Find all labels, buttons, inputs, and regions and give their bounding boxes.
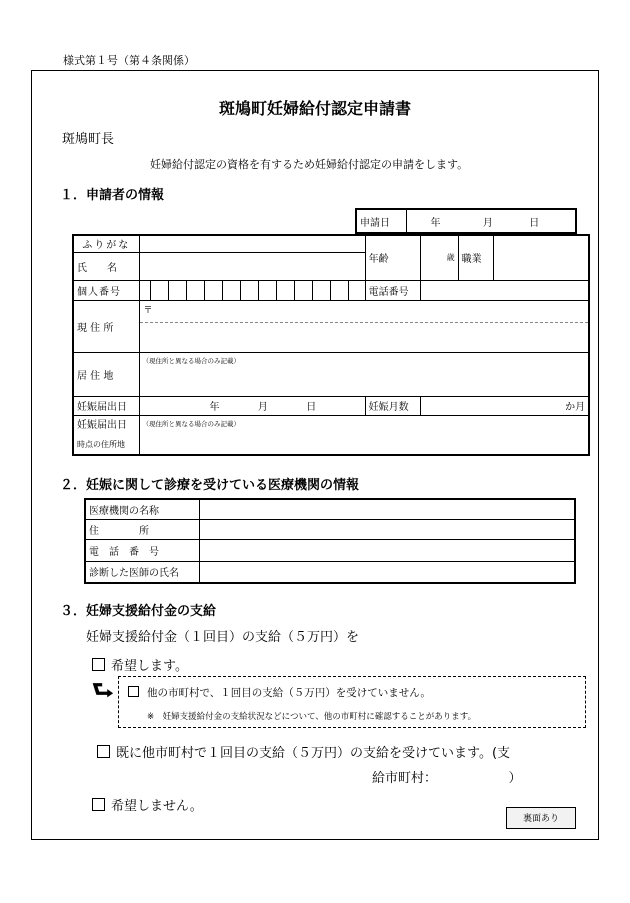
institution-phone-label: 電 話 番 号 xyxy=(85,539,199,561)
personal-number-digit[interactable] xyxy=(168,280,186,300)
option-no[interactable] xyxy=(92,795,203,814)
name-label: 氏 名 xyxy=(73,252,139,280)
pregnancy-months-field[interactable] xyxy=(420,396,589,415)
intro-text: 妊婦給付認定の資格を有するため妊婦給付認定の申請をします。 xyxy=(150,158,469,171)
furigana-field[interactable] xyxy=(139,235,365,252)
institution-address-field[interactable] xyxy=(199,519,575,539)
occupation-field[interactable] xyxy=(493,235,589,280)
residence-note: （現住所と異なる場合のみ記載） xyxy=(142,356,240,365)
reverse-side-badge: 裏面あり xyxy=(506,807,576,829)
benefit-lead: 妊婦支援給付金（１回目）の支給（５万円）を xyxy=(86,630,360,645)
personal-number-digit[interactable] xyxy=(276,280,294,300)
medical-institution-table xyxy=(84,498,576,584)
address-at-report-field[interactable] xyxy=(139,415,589,455)
wish-checkbox[interactable] xyxy=(92,658,105,671)
phone-label: 電話番号 xyxy=(365,280,420,300)
already-municipality[interactable]: 給市町村： ） xyxy=(372,771,522,786)
personal-number-digit[interactable] xyxy=(258,280,276,300)
personal-number-digit[interactable] xyxy=(222,280,240,300)
pregnancy-month-label: 月 xyxy=(257,402,268,413)
current-address-field[interactable] xyxy=(139,300,589,352)
age-label: 年齢 xyxy=(365,235,420,280)
wish-label: 希望します。 xyxy=(111,659,188,674)
personal-number-digit[interactable] xyxy=(240,280,258,300)
form-title: 斑鳩町妊婦給付認定申請書 xyxy=(218,99,411,118)
personal-number-digit[interactable] xyxy=(204,280,222,300)
date-day-label: 日 xyxy=(529,217,540,229)
personal-number-digit[interactable] xyxy=(139,280,150,300)
personal-number-digit[interactable] xyxy=(150,280,168,300)
doctor-name-label: 診断した医師の氏名 xyxy=(85,561,199,583)
residence-field[interactable] xyxy=(139,352,589,396)
age-unit: 歳 xyxy=(446,253,455,263)
phone-field[interactable] xyxy=(420,280,589,300)
furigana-label: ふりがな xyxy=(73,235,139,252)
sub-condition-checkbox[interactable] xyxy=(128,686,139,697)
pregnancy-months-label: 妊娠月数 xyxy=(365,396,420,415)
option-already[interactable] xyxy=(97,742,510,761)
pregnancy-date-label: 妊娠届出日 xyxy=(73,396,139,415)
sub-condition-label: 他の市町村で、１回目の支給（５万円）を受けていません。 xyxy=(147,687,431,699)
applicant-table xyxy=(72,234,590,456)
institution-phone-field[interactable] xyxy=(199,539,575,561)
address-at-report-note: （現住所と異なる場合のみ記載） xyxy=(142,419,240,428)
sub-condition-note: ※ 妊婦支援給付金の支給状況などについて、他の市町村に確認することがあります。 xyxy=(147,712,477,722)
section3-heading: ３．妊婦支援給付金の支給 xyxy=(60,604,217,619)
sub-condition-option[interactable] xyxy=(128,685,431,700)
application-date-field[interactable] xyxy=(406,209,576,233)
date-month-label: 月 xyxy=(482,217,493,229)
pregnancy-year-label: 年 xyxy=(209,402,220,413)
pregnancy-day-label: 日 xyxy=(306,402,317,413)
date-year-label: 年 xyxy=(430,217,441,229)
application-date-box xyxy=(355,208,577,234)
occupation-label: 職業 xyxy=(458,235,493,280)
postal-mark: 〒 xyxy=(140,301,589,323)
institution-name-label: 医療機関の名称 xyxy=(85,499,199,519)
months-unit: か月 xyxy=(565,402,586,413)
address-at-report-label-1: 妊娠届出日 xyxy=(77,419,127,431)
personal-number-digit[interactable] xyxy=(186,280,204,300)
already-label: 既に他市町村で１回目の支給（５万円）の支給を受けています。(支 xyxy=(116,746,511,761)
form-number: 様式第１号（第４条関係） xyxy=(63,54,195,67)
already-checkbox[interactable] xyxy=(97,745,110,758)
personal-number-digit[interactable] xyxy=(330,280,348,300)
application-date-label: 申請日 xyxy=(356,209,406,233)
doctor-name-field[interactable] xyxy=(199,561,575,583)
address-at-report-label-2: 時点の住所地 xyxy=(77,439,125,449)
current-address-label: 現 住 所 xyxy=(73,300,139,352)
residence-label: 居 住 地 xyxy=(73,352,139,396)
personal-number-digit[interactable] xyxy=(312,280,330,300)
institution-address-label: 住 所 xyxy=(85,519,199,539)
no-checkbox[interactable] xyxy=(92,798,105,811)
pregnancy-date-field[interactable] xyxy=(139,396,365,415)
name-field[interactable] xyxy=(139,252,365,280)
arrow-down-right-icon: ⮑ xyxy=(92,676,114,704)
option-wish[interactable] xyxy=(92,655,188,674)
address-at-report-label xyxy=(73,415,139,455)
personal-number-digit[interactable] xyxy=(294,280,312,300)
institution-name-field[interactable] xyxy=(199,499,575,519)
section1-heading: １．申請者の情報 xyxy=(60,188,165,203)
no-label: 希望しません。 xyxy=(111,799,203,814)
age-field[interactable] xyxy=(420,235,458,280)
section2-heading: ２．妊娠に関して診療を受けている医療機関の情報 xyxy=(60,478,360,493)
personal-number-digit[interactable] xyxy=(348,280,365,300)
addressee: 斑鳩町長 xyxy=(62,132,115,147)
personal-number-label: 個人番号 xyxy=(73,280,139,300)
